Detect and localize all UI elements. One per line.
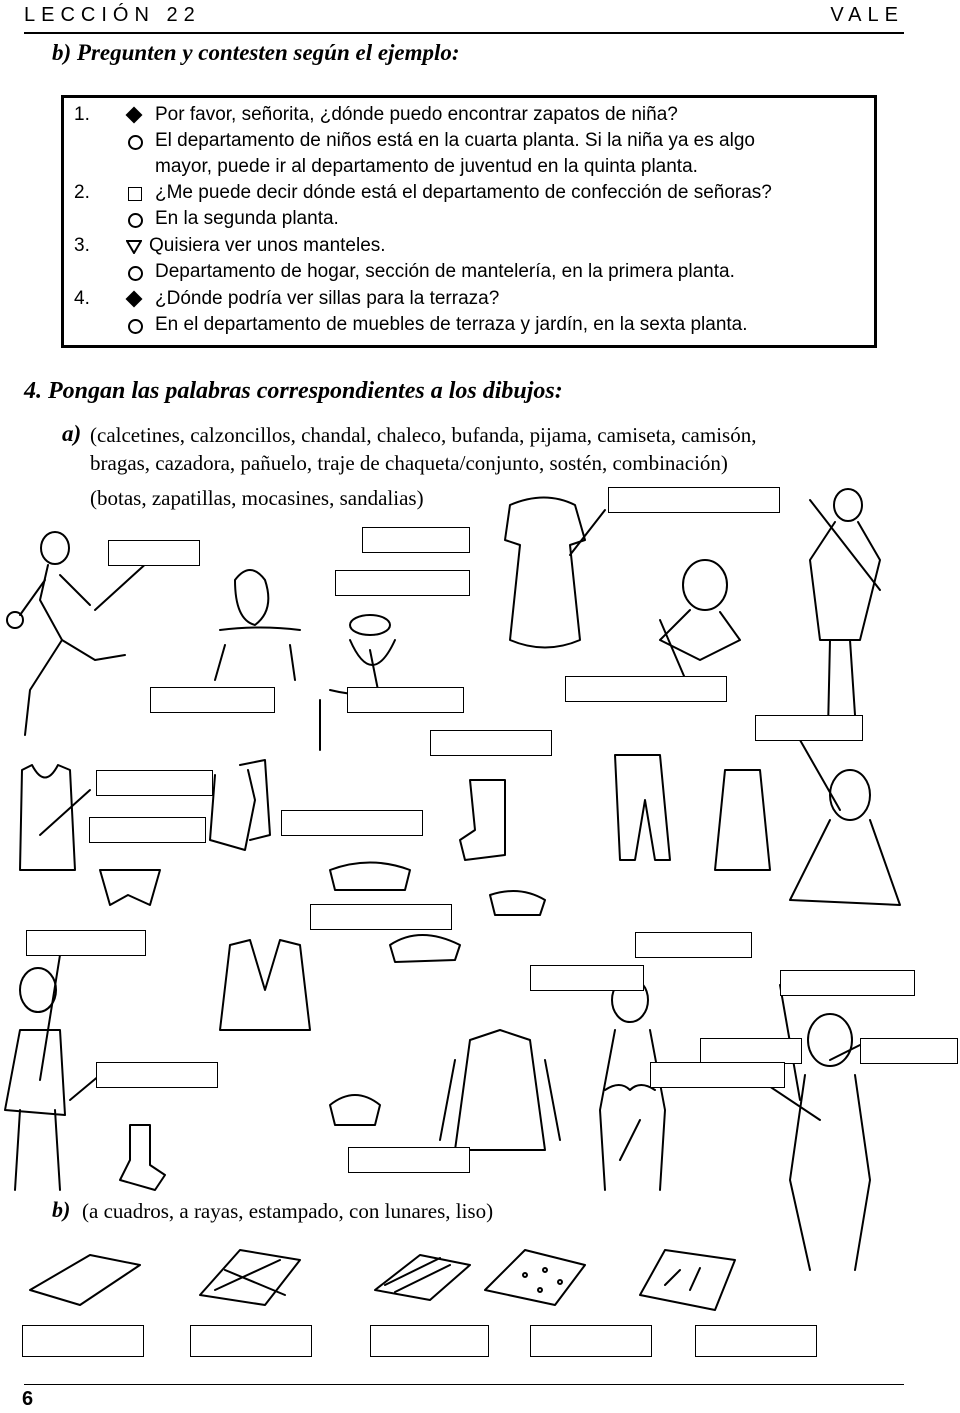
lesson-title: LECCIÓN 22 xyxy=(24,4,201,26)
answer-box[interactable] xyxy=(190,1325,312,1357)
answer-box[interactable] xyxy=(362,527,470,553)
answer-box[interactable] xyxy=(695,1325,817,1357)
answer-box[interactable] xyxy=(310,904,452,930)
dialog-line: En la segunda planta. xyxy=(155,208,339,229)
answer-box[interactable] xyxy=(780,970,915,996)
word-list-2: bragas, cazadora, pañuelo, traje de chaqueta/conjunto, sostén, combinación) xyxy=(90,451,728,475)
answer-box[interactable] xyxy=(608,487,780,513)
footer-rule xyxy=(24,1384,904,1385)
answer-box[interactable] xyxy=(96,1062,218,1088)
part-b-word-list: (a cuadros, a rayas, estampado, con lunares, liso) xyxy=(82,1199,494,1223)
book-title: VALE xyxy=(830,4,904,26)
answer-box[interactable] xyxy=(530,965,644,991)
section-b-instruction: b) Pregunten y contesten según el ejemplo: xyxy=(52,40,460,65)
answer-box[interactable] xyxy=(26,930,146,956)
answer-box[interactable] xyxy=(108,540,200,566)
dialog-number: 1. xyxy=(74,104,90,125)
dialog-number: 2. xyxy=(74,182,90,203)
dialog-line: ¿Me puede decir dónde está el departamento de confección de señoras? xyxy=(155,182,772,203)
answer-box[interactable] xyxy=(347,687,464,713)
answer-box[interactable] xyxy=(150,687,275,713)
part-b-label: b) xyxy=(52,1197,71,1222)
answer-box[interactable] xyxy=(22,1325,144,1357)
answer-box[interactable] xyxy=(370,1325,489,1357)
answer-box[interactable] xyxy=(281,810,423,836)
dialog-line: ¿Dónde podría ver sillas para la terraza? xyxy=(155,288,500,309)
answer-box[interactable] xyxy=(565,676,727,702)
page-number: 6 xyxy=(22,1388,34,1410)
word-list-3: (botas, zapatillas, mocasines, sandalias) xyxy=(90,486,424,510)
dialog-number: 3. xyxy=(74,235,90,256)
answer-box[interactable] xyxy=(700,1038,802,1064)
answer-box[interactable] xyxy=(635,932,752,958)
answer-box[interactable] xyxy=(650,1062,785,1088)
dialog-line: Departamento de hogar, sección de mantelería, en la primera planta. xyxy=(155,261,735,282)
dialog-line: En el departamento de muebles de terraza y jardín, en la sexta planta. xyxy=(155,314,748,335)
answer-box[interactable] xyxy=(860,1038,958,1064)
answer-box[interactable] xyxy=(348,1147,470,1173)
exercise-4-title: 4. Pongan las palabras correspondientes a los dibujos: xyxy=(24,378,563,404)
dialog-number: 4. xyxy=(74,288,90,309)
dialog-line: mayor, puede ir al departamento de juventud en la quinta planta. xyxy=(155,156,698,177)
part-a-label: a) xyxy=(62,421,82,446)
dialog-line: Por favor, señorita, ¿dónde puedo encontrar zapatos de niña? xyxy=(155,104,678,125)
answer-box[interactable] xyxy=(530,1325,652,1357)
answer-box[interactable] xyxy=(430,730,552,756)
answer-box[interactable] xyxy=(96,770,213,796)
dialog-line: El departamento de niños está en la cuarta planta. Si la niña ya es algo xyxy=(155,130,755,151)
answer-box[interactable] xyxy=(335,570,470,596)
answer-box[interactable] xyxy=(755,715,863,741)
word-list-1: (calcetines, calzoncillos, chandal, chaleco, bufanda, pijama, camiseta, camisón, xyxy=(90,423,757,447)
dialog-line: Quisiera ver unos manteles. xyxy=(149,235,386,256)
answer-box[interactable] xyxy=(89,817,206,843)
